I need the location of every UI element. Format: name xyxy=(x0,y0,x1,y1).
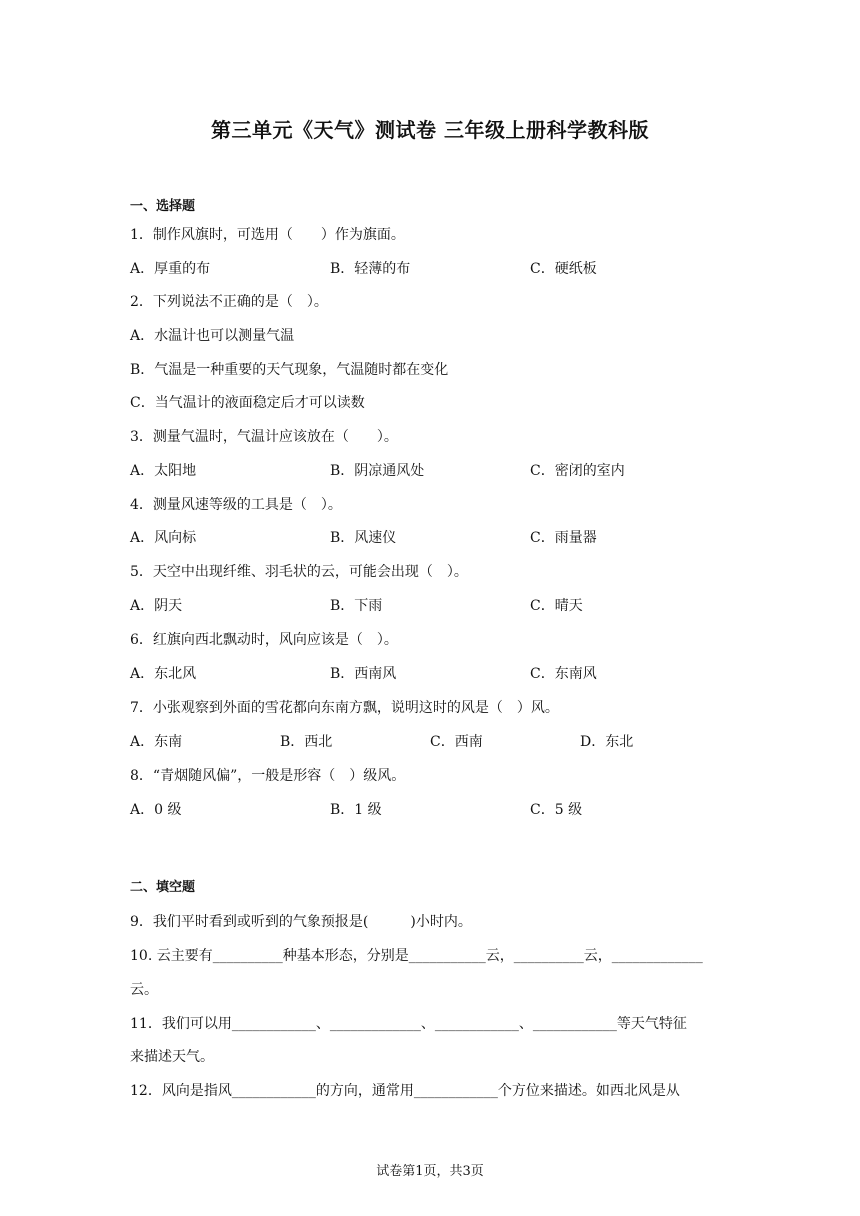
q7-option-a[interactable]: A．东南 xyxy=(130,734,183,750)
q3-option-c[interactable]: C．密闭的室内 xyxy=(530,463,625,479)
q6-option-a[interactable]: A．东北风 xyxy=(130,666,197,682)
q5-option-a[interactable]: A．阴天 xyxy=(130,598,183,614)
q4-option-a[interactable]: A．风向标 xyxy=(130,530,197,546)
q6-option-b[interactable]: B．西南风 xyxy=(330,666,397,682)
question-11-line-2: 来描述天气。 xyxy=(130,1049,214,1065)
q2-option-c[interactable]: C．当气温计的液面稳定后才可以读数 xyxy=(130,395,365,411)
q4-option-b[interactable]: B．风速仪 xyxy=(330,530,397,546)
question-12-line-1: 12．风向是指风____________的方向，通常用____________个方位来描述。如西北风是从 xyxy=(130,1083,680,1099)
page-footer: 试卷第1页，共3页 xyxy=(376,1164,484,1179)
question-4: 4．测量风速等级的工具是（ ）。 xyxy=(130,497,342,513)
q8-option-c[interactable]: C．5 级 xyxy=(530,802,583,818)
q4-option-c[interactable]: C．雨量器 xyxy=(530,530,597,546)
question-10-line-1: 10. 云主要有__________种基本形态，分别是___________云，__________云，_____________ xyxy=(130,948,703,964)
q5-option-b[interactable]: B．下雨 xyxy=(330,598,383,614)
section-heading-choice: 一、选择题 xyxy=(130,199,196,214)
question-3: 3．测量气温时，气温计应该放在（ ）。 xyxy=(130,429,398,445)
question-2: 2．下列说法不正确的是（ ）。 xyxy=(130,294,328,310)
question-5: 5．天空中出现纤维、羽毛状的云，可能会出现（ ）。 xyxy=(130,564,468,580)
question-9: 9．我们平时看到或听到的气象预报是( )小时内。 xyxy=(130,914,472,930)
q7-option-c[interactable]: C．西南 xyxy=(430,734,483,750)
question-1: 1．制作风旗时，可选用（ ）作为旗面。 xyxy=(130,227,405,243)
q2-option-b[interactable]: B．气温是一种重要的天气现象，气温随时都在变化 xyxy=(130,362,449,378)
q1-option-a[interactable]: A．厚重的布 xyxy=(130,261,211,277)
section-heading-fill: 二、填空题 xyxy=(130,880,196,895)
question-11-line-1: 11．我们可以用____________、_____________、____________、____________等天气特征 xyxy=(130,1016,687,1032)
q1-option-c[interactable]: C．硬纸板 xyxy=(530,261,597,277)
q7-option-b[interactable]: B．西北 xyxy=(280,734,333,750)
q8-option-b[interactable]: B．1 级 xyxy=(330,802,382,818)
q5-option-c[interactable]: C．晴天 xyxy=(530,598,583,614)
exam-title: 第三单元《天气》测试卷 三年级上册科学教科版 xyxy=(211,118,649,142)
question-6: 6．红旗向西北飘动时，风向应该是（ ）。 xyxy=(130,632,398,648)
q7-option-d[interactable]: D．东北 xyxy=(580,734,634,750)
q1-option-b[interactable]: B．轻薄的布 xyxy=(330,261,411,277)
q3-option-a[interactable]: A．太阳地 xyxy=(130,463,197,479)
q2-option-a[interactable]: A．水温计也可以测量气温 xyxy=(130,328,295,344)
q3-option-b[interactable]: B．阴凉通风处 xyxy=(330,463,425,479)
question-7: 7．小张观察到外面的雪花都向东南方飘，说明这时的风是（ ）风。 xyxy=(130,700,559,716)
q6-option-c[interactable]: C．东南风 xyxy=(530,666,597,682)
question-8: 8．“青烟随风偏”，一般是形容（ ）级风。 xyxy=(130,768,406,784)
question-10-line-2: 云。 xyxy=(130,982,158,998)
q8-option-a[interactable]: A．0 级 xyxy=(130,802,182,818)
